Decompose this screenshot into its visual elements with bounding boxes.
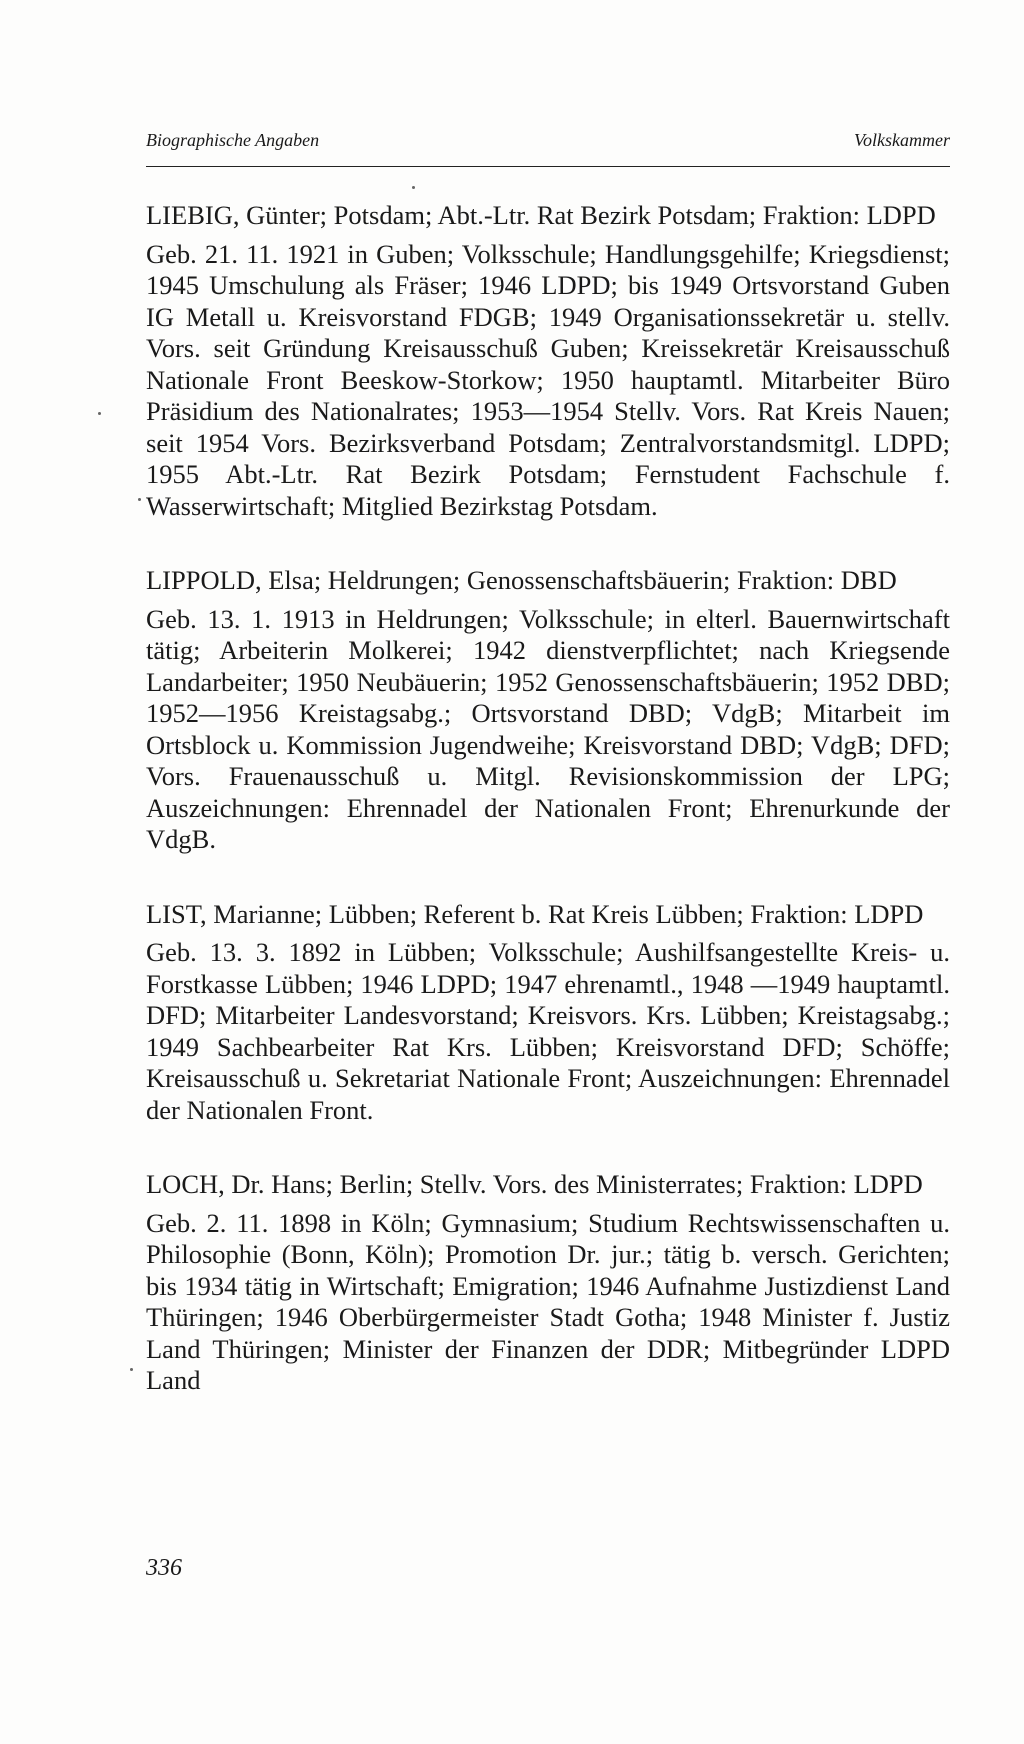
print-speck [98, 412, 101, 415]
print-speck [138, 498, 141, 501]
entry-heading: LOCH, Dr. Hans; Berlin; Stellv. Vors. des Ministerrates; Fraktion: LDPD [146, 1169, 923, 1199]
biography-entry [146, 200, 950, 522]
biography-entry [146, 899, 950, 1127]
print-speck [412, 186, 415, 189]
entry-biography: Geb. 13. 3. 1892 in Lübben; Volksschule; Aushilfsangestellte Kreis- u. Forstkasse Lübben; 1946 LDPD; 1947 ehrenamtl., 1948 —1949 hauptamtl. DFD; Mitarbeiter Landesvorstand; Kreisvors. Krs. Lübben; Kreistagsabg.; 1949 Sachbearbeiter Rat Krs. Lübben; Kreisvorstand DFD; Schöffe; Kreisausschuß u. Sekretariat Nationale Front; Auszeichnungen: Ehrennadel der Nationalen Front. [146, 937, 950, 1125]
running-head-right: Volkskammer [854, 130, 950, 150]
entry-biography: Geb. 21. 11. 1921 in Guben; Volksschule; Handlungsgehilfe; Kriegsdienst; 1945 Umschulung als Fräser; 1946 LDPD; bis 1949 Ortsvorstand Guben IG Metall u. Kreisvorstand FDGB; 1949 Organisationssekretär u. stellv. Vors. seit Gründung Kreisausschuß Guben; Kreissekretär Kreisausschuß Nationale Front Beeskow-Storkow; 1950 hauptamtl. Mitarbeiter Büro Präsidium des Nationalrates; 1953—1954 Stellv. Vors. Rat Kreis Nauen; seit 1954 Vors. Bezirksverband Potsdam; Zentralvorstandsmitgl. LDPD; 1955 Abt.-Ltr. Rat Bezirk Potsdam; Fernstudent Fachschule f. Wasserwirtschaft; Mitglied Bezirkstag Potsdam. [146, 238, 950, 521]
entry-biography: Geb. 13. 1. 1913 in Heldrungen; Volksschule; in elterl. Bauernwirtschaft tätig; Arbeiterin Molkerei; 1942 dienstverpflichtet; nach Kriegsende Landarbeiter; 1950 Neubäuerin; 1952 Genossenschaftsbäuerin; 1952 DBD; 1952—1956 Kreistagsabg.; Ortsvorstand DBD; VdgB; Mitarbeit im Ortsblock u. Kommission Jugendweihe; Kreisvorstand DBD; VdgB; DFD; Vors. Frauenausschuß u. Mitgl. Revisionskommission der LPG; Auszeichnungen: Ehrennadel der Nationalen Front; Ehrenurkunde der VdgB. [146, 603, 950, 854]
running-head [146, 130, 950, 160]
page-number: 336 [146, 1555, 182, 1581]
body-text [146, 200, 950, 1440]
entry-heading: LIEBIG, Günter; Potsdam; Abt.-Ltr. Rat Bezirk Potsdam; Fraktion: LDPD [146, 200, 936, 230]
entry-heading: LIST, Marianne; Lübben; Referent b. Rat Kreis Lübben; Fraktion: LDPD [146, 898, 924, 929]
biography-entry [146, 1169, 950, 1397]
entry-biography: Geb. 2. 11. 1898 in Köln; Gymnasium; Studium Rechtswissenschaften u. Philosophie (Bonn, Köln); Promotion Dr. jur.; tätig b. versch. Gerichten; bis 1934 tätig in Wirtschaft; Emigration; 1946 Aufnahme Justizdienst Land Thüringen; 1946 Oberbürgermeister Stadt Gotha; 1948 Minister f. Justiz Land Thüringen; Minister der Finanzen der DDR; Mitbegründer LDPD Land [146, 1207, 950, 1395]
entry-heading: LIPPOLD, Elsa; Heldrungen; Genossenschaftsbäuerin; Fraktion: DBD [146, 565, 897, 595]
biography-entry [146, 565, 950, 856]
print-speck [130, 1368, 133, 1371]
header-rule [146, 166, 950, 167]
running-head-left: Biographische Angaben [146, 130, 320, 150]
